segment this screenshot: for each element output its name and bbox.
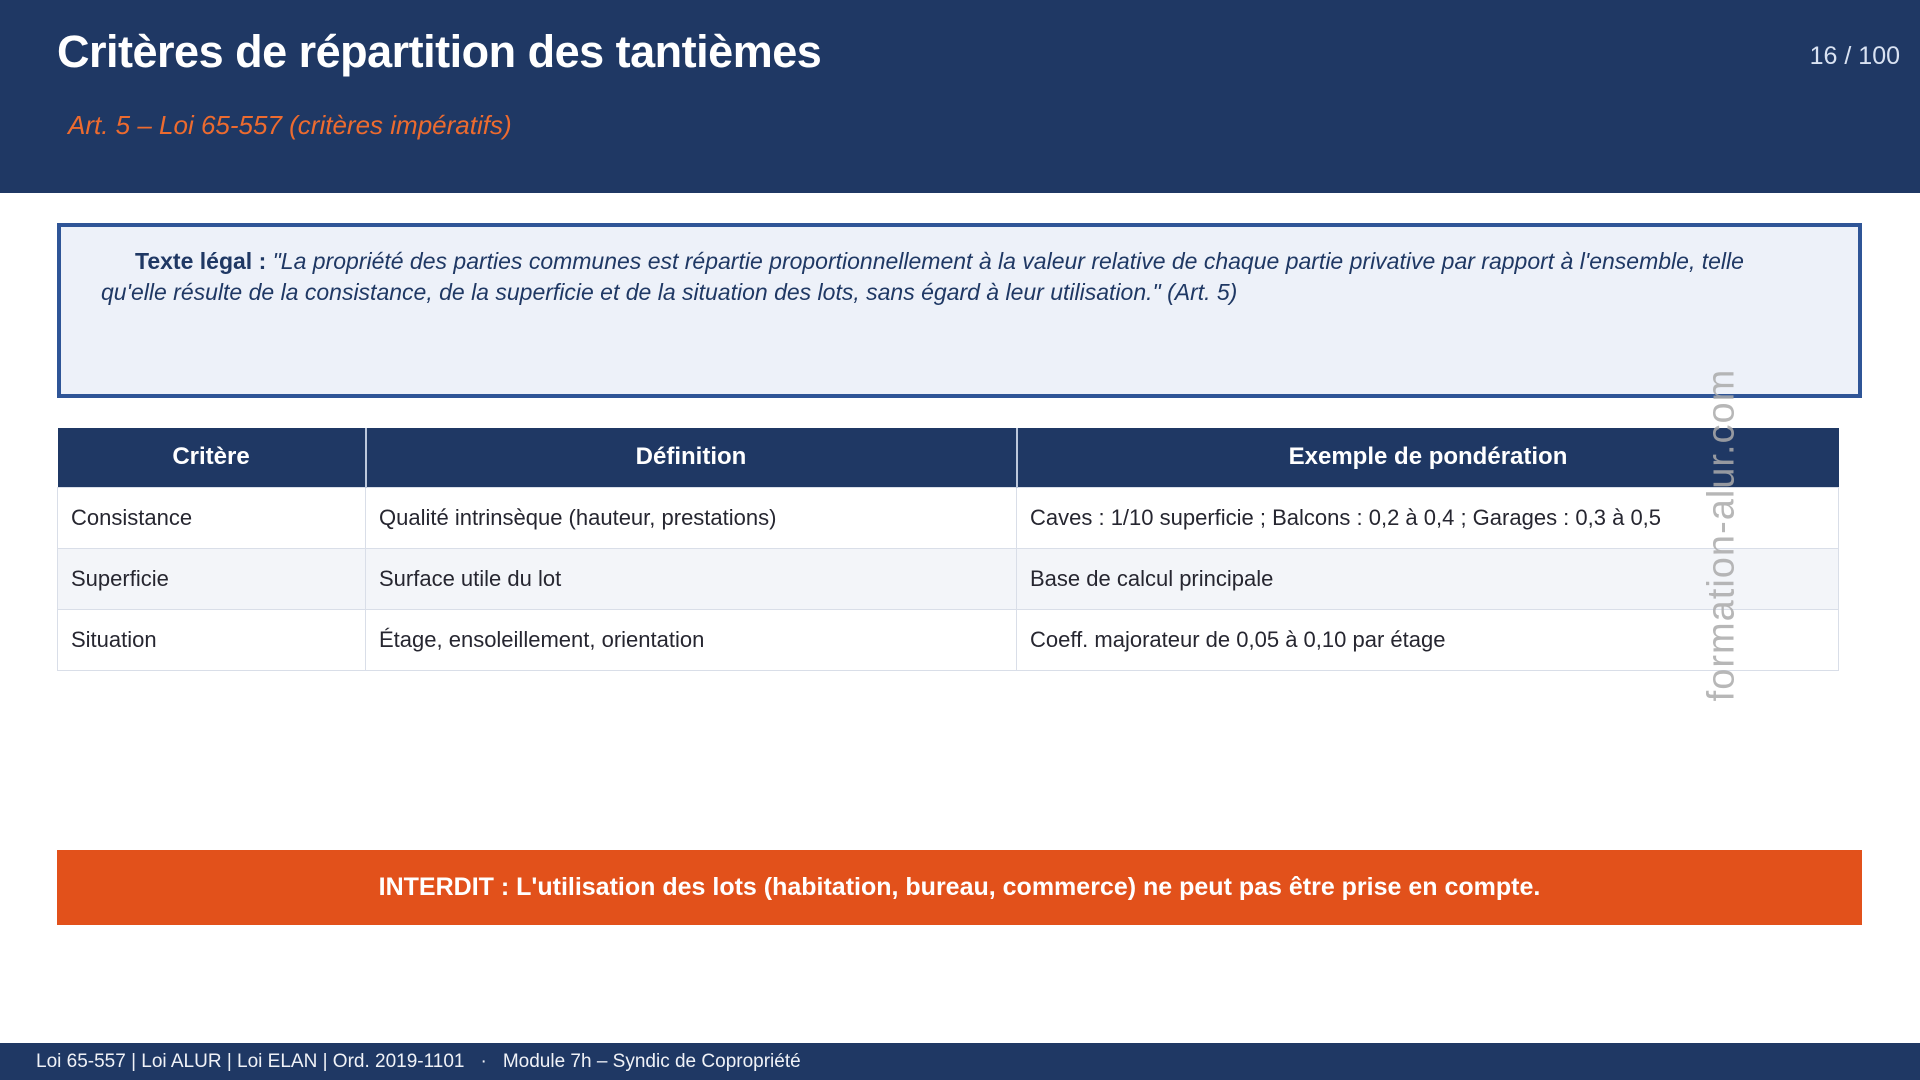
- cell-exemple: Coeff. majorateur de 0,05 à 0,10 par étage: [1017, 609, 1839, 670]
- cell-critere: Consistance: [58, 487, 366, 548]
- column-header-definition: Définition: [366, 428, 1017, 487]
- page-title: Critères de répartition des tantièmes: [57, 26, 822, 77]
- legal-text: [61, 227, 1858, 308]
- footer-module-text: Module 7h – Syndic de Copropriété: [502, 1050, 801, 1072]
- table-row: [58, 487, 1839, 548]
- cell-critere: Superficie: [58, 548, 366, 609]
- slide-footer: [0, 1043, 1920, 1080]
- criteria-table: [57, 428, 1839, 671]
- criteria-table-body: [58, 487, 1839, 670]
- interdiction-banner-text: INTERDIT : L'utilisation des lots (habitation, bureau, commerce) ne peut pas être prise en compte.: [378, 873, 1541, 901]
- cell-definition: Surface utile du lot: [366, 548, 1017, 609]
- criteria-table-header: [58, 428, 1839, 487]
- page-number: 16 / 100: [1809, 42, 1900, 70]
- table-row: [58, 548, 1839, 609]
- cell-definition: Qualité intrinsèque (hauteur, prestations): [366, 487, 1017, 548]
- page-subtitle: Art. 5 – Loi 65-557 (critères impératifs): [68, 110, 512, 140]
- column-header-exemple: Exemple de pondération: [1017, 428, 1839, 487]
- table-header-row: [58, 428, 1839, 487]
- legal-text-label: Texte légal :: [135, 248, 267, 274]
- footer-separator: ·: [480, 1050, 487, 1072]
- cell-exemple: Caves : 1/10 superficie ; Balcons : 0,2 à 0,4 ; Garages : 0,3 à 0,5: [1017, 487, 1839, 548]
- cell-exemple: Base de calcul principale: [1017, 548, 1839, 609]
- column-header-critere: Critère: [58, 428, 366, 487]
- footer-laws-text: Loi 65-557 | Loi ALUR | Loi ELAN | Ord. 2019-1101: [36, 1050, 465, 1072]
- slide-header: [0, 0, 1920, 193]
- interdiction-banner: [57, 850, 1862, 925]
- watermark: formation-alur.com: [1700, 368, 1743, 702]
- legal-text-box: [57, 223, 1862, 398]
- legal-text-quote: "La propriété des parties communes est répartie proportionnellement à la valeur relative de chaque partie privative par rapport à l'ensemble, telle qu'elle résulte de la consistance, de la superficie et de la situation des lots, sans égard à leur utilisation." (Art. 5): [101, 248, 1744, 305]
- cell-definition: Étage, ensoleillement, orientation: [366, 609, 1017, 670]
- table-row: [58, 609, 1839, 670]
- cell-critere: Situation: [58, 609, 366, 670]
